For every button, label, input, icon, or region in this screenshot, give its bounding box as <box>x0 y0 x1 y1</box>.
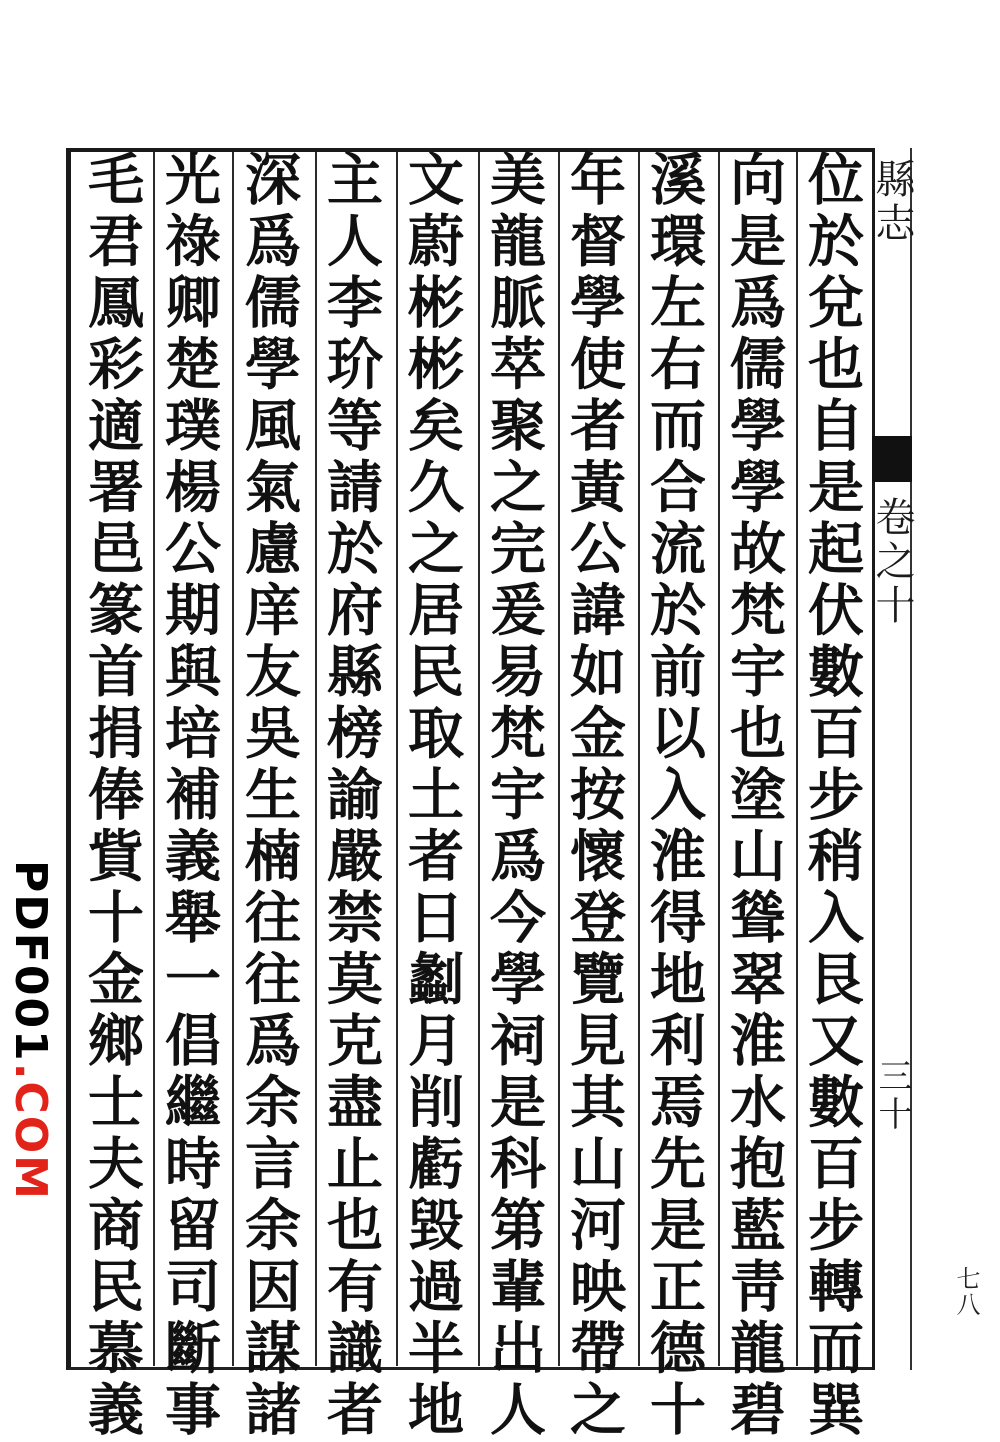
text-column-2: 向是爲儒學學故梵宇也塗山聳翠淮水抱藍靑龍碧 <box>721 150 787 1442</box>
fishtail-block <box>872 436 912 482</box>
text-column-8: 深爲儒學風氣慮庠友吳生楠往往爲余言余因謀諸 <box>236 150 302 1442</box>
column-rule <box>796 152 798 1366</box>
column-rule <box>718 152 720 1366</box>
column-rule <box>153 152 155 1366</box>
text-column-6: 文蔚彬彬矣久之居民取土者日劙月削虧毀過半地 <box>399 150 465 1442</box>
center-column-leaf: 三十 <box>872 1058 912 1134</box>
center-column <box>869 148 915 1370</box>
text-column-5: 美龍脈萃聚之完爰易梵宇爲今學祠是科第輩出人 <box>481 150 547 1442</box>
column-rule <box>315 152 317 1366</box>
text-column-9: 光祿卿楚璞楊公期與培補義舉一倡繼時留司斷事 <box>156 150 222 1442</box>
watermark <box>6 860 54 1201</box>
watermark-accent: .COM <box>5 1062 56 1201</box>
center-column-title: 縣志 <box>869 158 915 246</box>
column-rule <box>232 152 234 1366</box>
text-column-3: 溪環左右而合流於前以入淮得地利焉先是正德十 <box>641 150 707 1442</box>
text-column-7: 主人李玠等請於府縣榜諭嚴禁莫克盡止也有識者 <box>318 150 384 1442</box>
text-column-10: 毛君鳳彩適署邑篆首捐俸貲十金鄉士夫商民慕義 <box>79 150 145 1442</box>
column-rule <box>638 152 640 1366</box>
text-column-4: 年督學使者黃公諱如金按懷登覽見其山河映帶之 <box>561 150 627 1442</box>
center-column-volume: 卷之十 <box>869 496 915 628</box>
page-number: 七八 <box>952 1266 980 1318</box>
text-column-1: 位於兌也自是起伏數百步稍入艮又數百步轉而巽 <box>799 150 865 1442</box>
column-rule <box>478 152 480 1366</box>
column-rule <box>558 152 560 1366</box>
column-rule <box>396 152 398 1366</box>
watermark-main: PDF001 <box>5 860 56 1063</box>
